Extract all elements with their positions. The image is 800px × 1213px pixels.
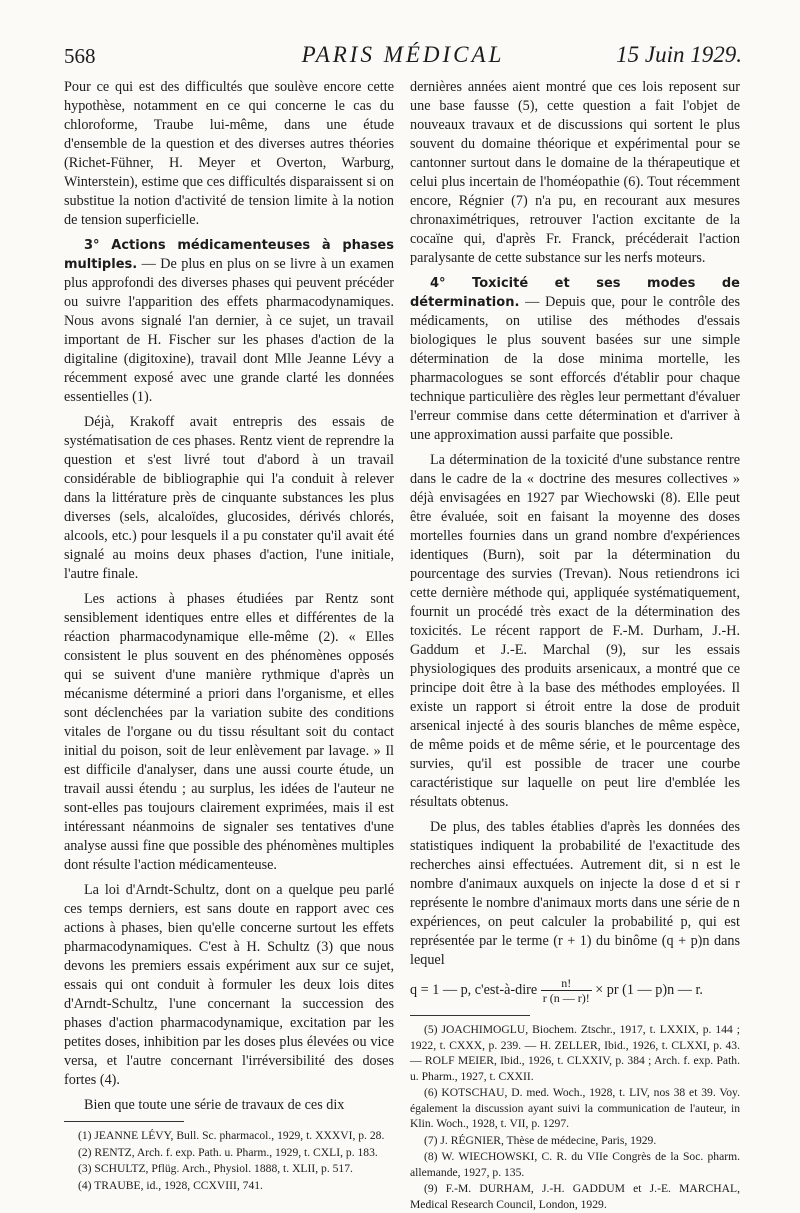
footnote: (8) W. WIECHOWSKI, C. R. du VIIe Congrès de la Soc. pharm. allemande, 1927, p. 135.	[410, 1150, 740, 1179]
section-heading: 4° Toxicité et ses modes de détermination.	[410, 276, 740, 310]
footnote-rule	[64, 1121, 184, 1122]
paragraph: Déjà, Krakoff avait entrepris des essais de systématisation de ces phases. Rentz vient de reprendre la question et s'est livré tout d'abord à un travail considérable de bibliographie qui l'a conduit à relever dans la littérature près de cinquante substances les plus diverses (sels, alcaloïdes, glucosides, dérivés chlorés, alcools, etc.) pour lesquels il a pu constater qu'il avait été signalé au moins deux phases d'action, l'une initiale, l'autre finale.	[64, 414, 394, 582]
paragraph: Les actions à phases étudiées par Rentz sont sensiblement identiques entre elles et différentes de la réaction pharmacodynamique elle-même (2). « Elles consistent le plus souvent en des phénomènes opposés qui se suivent d'une manière rythmique d'après un mécanisme déterminé a priori dans l'organisme, et elles sont déclenchées par la variation subite des conditions vitales de l'organe ou du tissu résultant soit du contact initial du poison, soit de leur enlèvement par lavage. » Il est difficile d'analyser, dans une aussi courte étude, un travail aussi étendu ; au surplus, les idées de l'auteur ne sont-elles pas toujours clairement exprimées, mais il est intéressant néanmoins de signaler ses tentatives d'une analyse aussi fine que possible des phénomènes multiples dont résulte l'action médicamenteuse.	[64, 591, 394, 873]
issue-date: 15 Juin 1929.	[616, 42, 742, 67]
paragraph: La détermination de la toxicité d'une substance rentre dans le cadre de la « doctrine des mesures collectives » déjà envisagées en 1927 par Wiechowski (8). Elle peut être évaluée, soit en faisant la moyenne des doses mortelles fournies dans un grand nombre d'expériences identiques (Burn), soit par la détermination du pourcentage des survies (Trevan). Nous retiendrons ici cette dernière méthode qui, appliquée systématiquement, fournit un procédé très exact de la détermination des toxicités. Le récent rapport de F.-M. Durham, J.-H. Gaddum et J.-E. Marchal (9), sur les essais physiologiques des produits arsenicaux, a montré que ce principe doit être à la base des méthodes employées. Il existe un rapport si étroit entre la dose de produit arsenical injecté à des souris blanches de même espèce, de même poids et de même série, et le pourcentage des survies, qu'il est possible de tracer une courbe caractéristique sur laquelle on peut lire d'emblée les résultats obtenus.	[410, 452, 740, 810]
paragraph: Bien que toute une série de travaux de ces dix	[84, 1097, 345, 1113]
footnote: (6) KOTSCHAU, D. med. Woch., 1928, t. LIV, nos 38 et 39. Voy. également la discussion ayant suivi la communication de l'auteur, in Klin. Woch., 1928, t. VII, p. 1297.	[410, 1086, 740, 1130]
probability-formula	[410, 976, 740, 1005]
paragraph: De plus, des tables établies d'après les données des statistiques indiquent la probabilité de l'exactitude des recherches ainsi effectuées. Autrement dit, si n est le nombre d'animaux auxquels on injecte la dose d et si r représente le nombre d'animaux morts dans une série de n expériences, on peut calculer la probabilité p, qui est représentée par le terme (r + 1) du binôme (q + p)n dans lequel	[410, 819, 740, 968]
paragraph: dernières années aient montré que ces lois reposent sur une base fausse (5), cette question a fait l'objet de nouveaux travaux et de discussions qui sortent le plus souvent du domaine théorique et expérimental pour se cantonner surtout dans le domaine de la thérapeutique et celui plus incertain de l'homéopathie (6). Tout récemment encore, Régnier (7) n'a pu, en recourant aux mesures chronaximétriques, retrouver l'action excitante de la cocaïne qui, d'après Fr. Franck, précéderait l'action paralysante de cette substance sur les nerfs moteurs.	[410, 79, 740, 266]
footnote-rule	[410, 1015, 530, 1016]
formula-right: × pr (1 — p)n — r.	[595, 981, 703, 998]
section-3-paragraph	[64, 236, 394, 407]
right-column	[410, 78, 740, 1213]
section-heading: 3° Actions médicamenteuses à phases multiples.	[64, 238, 394, 272]
paragraph: Pour ce qui est des difficultés que soulève encore cette hypothèse, notamment en ce qui concerne le cas du chloroforme, Traube lui-même, dans une étude d'ensemble de la question et des diverses autres théories (Richet-Fühner, H. Meyer et Overton, Warburg, Winterstein), estime que ces difficultés disparaissent si on substitue la notion d'activité de tension limite à la notion de tension superficielle.	[64, 79, 394, 228]
paragraph: La loi d'Arndt-Schultz, dont on a quelque peu parlé ces temps derniers, est sans doute en rapport avec ces actions à phases, bien qu'elle concerne surtout les effets pharmacodynamiques. C'est à H. Schultz (3) que nous devons les premiers essais expériment aux sur ce sujet, essais qui ont conduit à formuler les deux lois dites d'Arndt-Schultz, l'une concernant la succession des phases d'action pharmacodynamique, excitation par les petites doses, inhibition par les doses plus élevées ou vice versa, et l'autre concernant l'irréversibilité des doses fortes (4).	[64, 882, 394, 1088]
footnote: (1) JEANNE LÉVY, Bull. Sc. pharmacol., 1929, t. XXXVI, p. 28.	[78, 1129, 385, 1142]
left-column	[64, 78, 394, 1194]
footnote: (2) RENTZ, Arch. f. exp. Path. u. Pharm., 1929, t. CXLI, p. 183.	[78, 1145, 378, 1159]
page-number: 568	[64, 44, 96, 68]
section-4-paragraph	[410, 274, 740, 445]
footnote: (7) J. RÉGNIER, Thèse de médecine, Paris, 1929.	[424, 1133, 657, 1147]
footnote: (9) F.-M. DURHAM, J.-H. GADDUM et J.-E. MARCHAL, Medical Research Council, London, 1929.	[410, 1182, 740, 1211]
footnote: (4) TRAUBE, id., 1928, CCXVIII, 741.	[78, 1178, 263, 1192]
formula-left: q = 1 — p, c'est-à-dire	[410, 981, 538, 998]
fraction-numerator: n!	[541, 976, 592, 991]
fraction-denominator: r (n — r)!	[542, 991, 590, 1005]
footnote: (3) SCHULTZ, Pflüg. Arch., Physiol. 1888, t. XLII, p. 517.	[78, 1162, 353, 1175]
page-header	[64, 38, 742, 76]
section-text: — De plus en plus on se livre à un examen plus approfondi des diverses phases qui peuvent précéder ou suivre l'apparition des effets pharmacodynamiques. Nous avons signalé l'an dernier, à ce sujet, un travail important de H. Fischer sur les phases d'action de la digitaline (digitoxine), travail dont Mlle Jeanne Lévy a récemment exposé avec une grande clarté les données essentielles (1).	[64, 256, 394, 405]
running-title: PARIS MÉDICAL	[301, 42, 505, 67]
section-text: — Depuis que, pour le contrôle des médicaments, on utilise des méthodes d'essais biologiques le plus souvent basées sur une simple détermination de la dose minima mortelle, les pharmacologues se sont efforcés d'établir pour chaque technique particulière des règles leur permettant d'évaluer l'erreur commise dans cette détermination et d'arriver à une approximation aussi parfaite que possible.	[410, 294, 740, 443]
formula-fraction	[541, 976, 592, 1005]
footnote: (5) JOACHIMOGLU, Biochem. Ztschr., 1917, t. LXXIX, p. 144 ; 1922, t. CXXX, p. 239. — H. ZELLER, Ibid., 1926, t. CLXXI, p. 43. — ROLF MEIER, Ibid., 1926, t. CLXXIV, p. 384 ; Arch. f. exp. Path. u. Pharm., 1927, t. CXXII.	[410, 1023, 740, 1083]
